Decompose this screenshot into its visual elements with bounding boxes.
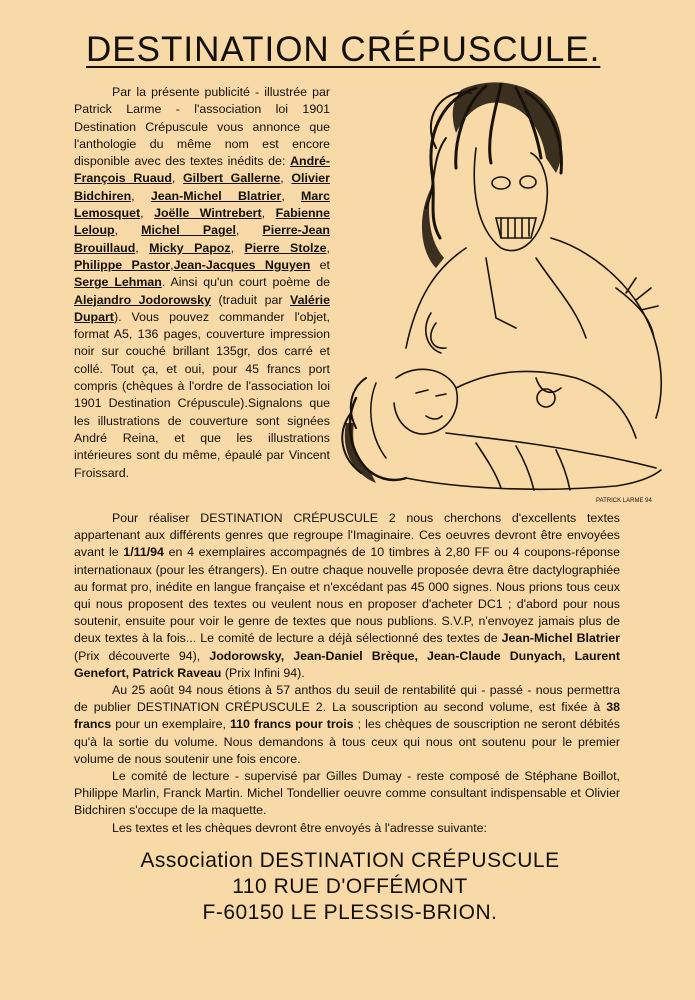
author-name: Jean-Michel Blatrier: [150, 188, 282, 203]
translator-name: Valérie Dupart: [74, 292, 330, 324]
author-name: Joëlle Wintrebert: [154, 206, 262, 221]
selected-authors: Jodorowsky, Jean-Daniel Brèque, Jean-Claude Dunyach, Laurent Genefort, Patrick Raveau: [74, 648, 621, 680]
price-single: 38 francs: [74, 700, 620, 732]
address-line: F-60150 LE PLESSIS-BRION.: [202, 901, 498, 924]
author-name: Marc Lemosquet: [74, 188, 330, 221]
paragraph-call-for-texts: [74, 510, 620, 682]
paragraph-subscription: [74, 682, 620, 768]
intro-text: ). Vous pouvez commander l'objet, format A5, 136 pages, couverture impression noir sur couché brillant 135gr, dos carré et collé. Tout ça, et oui, pour 45 francs port compris (chèques à l'ordre de l'association loi 1901 Destination Crépuscule).Signalons que les illustrations de couverture sont signées André Reina, et que les illustrations intérieures sont du même, épaulé par Vincent Froissard.: [74, 309, 330, 480]
main-text: [74, 510, 620, 837]
intro-paragraph: Par la présente publicité - illustrée par Patrick Larme - l'association loi 1901 Destination Crépuscule vous annonce que l'anthologie du même nom est encore disponible avec des textes inédits de: André-François Ruaud, Gilbert Gallerne, Olivier Bidchiren, Jean-Michel Blatrier, Marc Lemosquet, Joëlle Wintrebert, Fabienne Leloup, Michel Pagel, Pierre-Jean Brouillaud, Micky Papoz, Pierre Stolze, Philippe Pastor,Jean-Jacques Nguyen et Serge Lehman. Ainsi qu'un court poème de Alejandro Jodorowsky (traduit par Valérie Dupart). Vous pouvez commander l'objet, format A5, 136 pages, couverture impression noir sur couché brillant 135gr, dos carré et collé. Tout ça, et oui, pour 45 francs port compris (chèques à l'ordre de l'association loi 1901 Destination Crépuscule).Signalons que les illustrations de couverture sont signées André Reina, et que les illustrations intérieures sont du même, épaulé par Vincent Froissard.: [74, 85, 331, 480]
intro-text: . Ainsi qu'un court poème de: [161, 275, 330, 290]
author-name: Olivier Bidchiren: [74, 171, 330, 203]
selected-author: Jean-Michel Blatrier: [501, 631, 620, 646]
paragraph-address-intro: Les textes et les chèques devront être envoyés à l'adresse suivante:: [112, 820, 487, 835]
author-name: Michel Pagel: [141, 223, 236, 238]
paragraph-committee: Le comité de lecture - supervisé par Gilles Dumay - reste composé de Stéphane Boillot, Philippe Marlin, Franck Martin. Michel Tondellier oeuvre comme consultant indispensable et Olivier Bidchiren s'occupe de la maquette.: [74, 769, 620, 818]
body-text: en 4 exemplaires accompagnés de 10 timbres à 2,80 FF ou 4 coupons-réponse internationaux (pour les étrangers). En outre chaque nouvelle proposée devra être dactylographiée au format pro, inédite en langue française et n'excédant pas 45 000 signes. Nous prions tous ceux qui nous proposent des textes ou veulent nous en proposer d'acheter DC1 ; d'abord pour nous soutenir, ensuite pour voir le genre de textes que nous publions. S.V.P, n'envoyez jamais plus de deux textes à la fois... Le comité de lecture a déjà sélectionné des textes de: [74, 545, 621, 646]
intro-text: (traduit par: [210, 292, 291, 307]
author-name: Pierre Stolze: [244, 240, 327, 255]
body-text: Au 25 août 94 nous étions à 57 anthos du seuil de rentabilité qui - passé - nous permettra de publier DESTINATION CRÉPUSCULE 2. La souscription au second volume, est fixée à: [74, 683, 620, 715]
author-name: Philippe Pastor: [74, 257, 171, 272]
body-text: (Prix Infini 94).: [221, 665, 305, 680]
body-text: (Prix découverte 94),: [74, 648, 210, 663]
postal-address: [120, 848, 580, 926]
author-name: Gilbert Gallerne: [183, 171, 281, 186]
body-text: Pour réaliser DESTINATION CRÉPUSCULE 2 nous cherchons d'excellents textes appartenant aux différents genres que regroupe l'Imaginaire. Ces oeuvres devront être envoyées avant le: [74, 511, 620, 560]
body-text: ; les chèques de souscription ne seront débités qu'à la sortie du volume. Nous demandons à tous ceux qui nous ont soutenu pour le premier volume de nous soutenir une fois encore.: [74, 717, 620, 766]
author-name: Serge Lehman: [74, 275, 162, 290]
address-line: 110 RUE D'OFFÉMONT: [232, 875, 468, 898]
author-name: André-François Ruaud: [74, 154, 330, 186]
author-name: Jean-Jacques Nguyen: [173, 257, 311, 272]
price-three: 110 francs pour trois: [229, 717, 354, 732]
author-name: Fabienne Leloup: [74, 206, 331, 238]
deadline-date: 1/11/94: [123, 545, 164, 560]
conjunction: et: [310, 257, 330, 272]
author-name: Pierre-Jean Brouillaud: [74, 223, 330, 255]
author-name: Micky Papoz: [149, 240, 231, 255]
body-text: pour un exemplaire,: [111, 717, 230, 732]
illustration-signature: PATRICK LARME 94: [596, 498, 652, 504]
horror-illustration: [336, 78, 682, 508]
poet-name: Alejandro Jodorowsky: [74, 292, 211, 307]
page-title: DESTINATION CRÉPUSCULE.: [86, 30, 601, 69]
address-line: Association DESTINATION CRÉPUSCULE: [140, 849, 560, 872]
intro-text: Par la présente publicité - illustrée par Patrick Larme - l'association loi 1901 Destination Crépuscule vous annonce que l'anthologie du même nom est encore disponible avec des textes inédits de:: [74, 85, 330, 169]
